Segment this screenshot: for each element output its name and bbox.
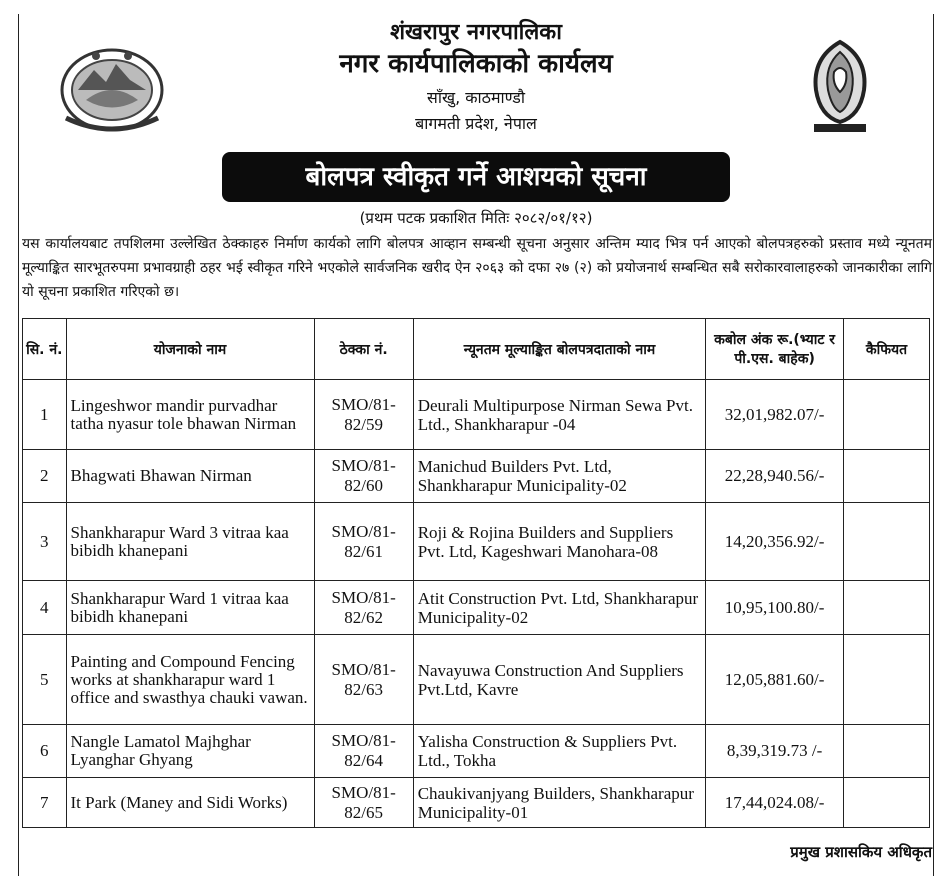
cell-amount: 32,01,982.07/- bbox=[706, 380, 844, 450]
cell-project: Nangle Lamatol Majhghar Lyanghar Ghyang bbox=[66, 725, 314, 778]
cell-sn: 7 bbox=[23, 778, 67, 828]
cell-amount: 17,44,024.08/- bbox=[706, 778, 844, 828]
cell-bidder: Yalisha Construction & Suppliers Pvt. Ltd., Tokha bbox=[413, 725, 706, 778]
header-bidder: न्यूनतम मूल्याङ्कित बोलपत्रदाताको नाम bbox=[413, 319, 706, 380]
publish-date: (प्रथम पटक प्रकाशित मितिः २०८२/०१/१२) bbox=[359, 209, 593, 227]
cell-sn: 1 bbox=[23, 380, 67, 450]
table-row bbox=[23, 778, 930, 828]
cell-bidder: Navayuwa Construction And Suppliers Pvt.Ltd, Kavre bbox=[413, 635, 706, 725]
cell-remarks bbox=[843, 635, 929, 725]
cell-remarks bbox=[843, 380, 929, 450]
cell-contract: SMO/81-82/65 bbox=[314, 778, 413, 828]
table-row bbox=[23, 503, 930, 581]
cell-sn: 5 bbox=[23, 635, 67, 725]
cell-bidder: Chaukivanjyang Builders, Shankharapur Municipality-01 bbox=[413, 778, 706, 828]
table-row bbox=[23, 581, 930, 635]
cell-contract: SMO/81-82/63 bbox=[314, 635, 413, 725]
cell-bidder: Roji & Rojina Builders and Suppliers Pvt. Ltd, Kageshwari Manohara-08 bbox=[413, 503, 706, 581]
intro-paragraph: यस कार्यालयबाट तपशिलमा उल्लेखित ठेक्काहरु निर्माण कार्यको लागि बोलपत्र आव्हान सम्बन्धी सूचना अनुसार अन्तिम म्याद भित्र पर्न आएको बोलपत्रहरुको प्रस्ताव मध्ये न्यूनतम मूल्याङ्कित सारभूतरुपमा प्रभावग्राही ठहर भई स्वीकृत गरिने भएकोले सार्वजनिक खरीद ऐन २०६३ को दफा २७ (२) को प्रयोजनार्थ सम्बन्धित सबै सरोकारवालाहरुको जानकारीका लागि यो सूचना प्रकाशित गरिएको छ। bbox=[22, 236, 932, 300]
cell-bidder: Manichud Builders Pvt. Ltd, Shankharapur Municipality-02 bbox=[413, 450, 706, 503]
cell-remarks bbox=[843, 503, 929, 581]
header-remarks: कैफियत bbox=[843, 319, 929, 380]
header-amount: कबोल अंक रू.(भ्याट र पी.एस. बाहेक) bbox=[706, 319, 844, 380]
cell-amount: 10,95,100.80/- bbox=[706, 581, 844, 635]
cell-sn: 6 bbox=[23, 725, 67, 778]
header-contract: ठेक्का नं. bbox=[314, 319, 413, 380]
cell-project: Painting and Compound Fencing works at shankharapur ward 1 office and swasthya chauki vawan. bbox=[66, 635, 314, 725]
office-name: नगर कार्यपालिकाको कार्यलय bbox=[339, 49, 613, 79]
cell-project: Shankharapur Ward 3 vitraa kaa bibidh khanepani bbox=[66, 503, 314, 581]
cell-amount: 8,39,319.73 /- bbox=[706, 725, 844, 778]
header-sn: सि. नं. bbox=[23, 319, 67, 380]
header-project: योजनाको नाम bbox=[66, 319, 314, 380]
cell-remarks bbox=[843, 725, 929, 778]
notice-title-banner: बोलपत्र स्वीकृत गर्ने आशयको सूचना bbox=[222, 152, 730, 202]
cell-project: Lingeshwor mandir purvadhar tatha nyasur tole bhawan Nirman bbox=[66, 380, 314, 450]
cell-sn: 2 bbox=[23, 450, 67, 503]
cell-remarks bbox=[843, 450, 929, 503]
cell-bidder: Deurali Multipurpose Nirman Sewa Pvt. Ltd., Shankharapur -04 bbox=[413, 380, 706, 450]
table-row bbox=[23, 380, 930, 450]
cell-sn: 4 bbox=[23, 581, 67, 635]
cell-sn: 3 bbox=[23, 503, 67, 581]
cell-bidder: Atit Construction Pvt. Ltd, Shankharapur Municipality-02 bbox=[413, 581, 706, 635]
cell-contract: SMO/81-82/60 bbox=[314, 450, 413, 503]
notice-header bbox=[0, 0, 952, 240]
cell-contract: SMO/81-82/64 bbox=[314, 725, 413, 778]
cell-remarks bbox=[843, 778, 929, 828]
address-line-2: बागमती प्रदेश, नेपाल bbox=[415, 114, 537, 133]
table-row bbox=[23, 725, 930, 778]
cell-contract: SMO/81-82/59 bbox=[314, 380, 413, 450]
cell-project: It Park (Maney and Sidi Works) bbox=[66, 778, 314, 828]
signoff-authority: प्रमुख प्रशासकिय अधिकृत bbox=[790, 843, 932, 861]
cell-amount: 22,28,940.56/- bbox=[706, 450, 844, 503]
cell-remarks bbox=[843, 581, 929, 635]
table-row bbox=[23, 450, 930, 503]
table-header-row bbox=[23, 319, 930, 380]
cell-contract: SMO/81-82/61 bbox=[314, 503, 413, 581]
cell-project: Bhagwati Bhawan Nirman bbox=[66, 450, 314, 503]
cell-amount: 12,05,881.60/- bbox=[706, 635, 844, 725]
cell-contract: SMO/81-82/62 bbox=[314, 581, 413, 635]
cell-project: Shankharapur Ward 1 vitraa kaa bibidh khanepani bbox=[66, 581, 314, 635]
address-line-1: साँखु, काठमाण्डौ bbox=[427, 88, 525, 107]
municipality-name: शंखरापुर नगरपालिका bbox=[390, 20, 562, 45]
cell-amount: 14,20,356.92/- bbox=[706, 503, 844, 581]
table-row bbox=[23, 635, 930, 725]
bid-table bbox=[22, 318, 930, 828]
